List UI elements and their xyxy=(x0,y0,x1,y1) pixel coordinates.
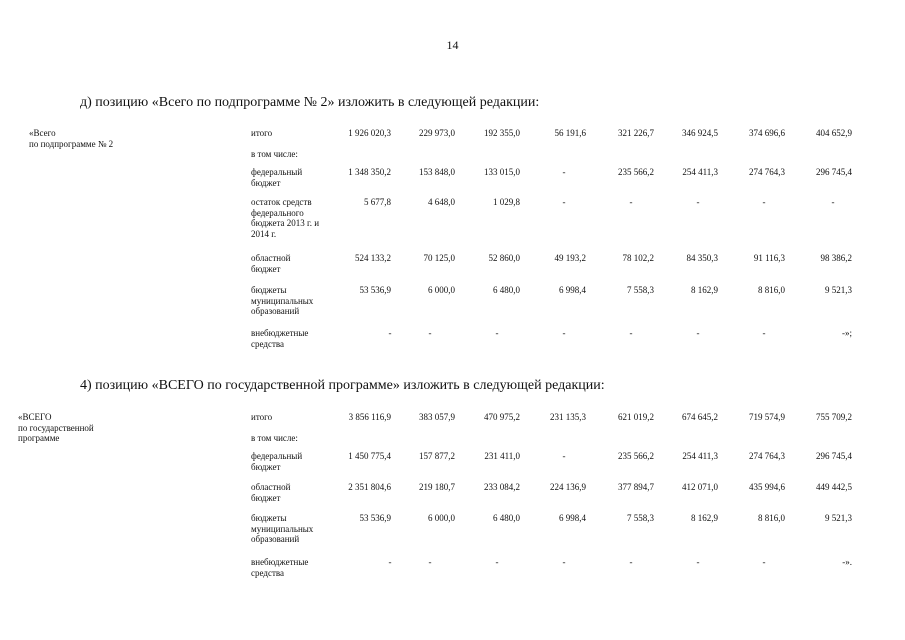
table-cell: 7 558,3 xyxy=(627,513,654,523)
table-cell: - xyxy=(762,328,766,338)
table-cell: 98 386,2 xyxy=(820,253,852,263)
table-cell: 49 193,2 xyxy=(554,253,586,263)
table-cell: - xyxy=(831,197,835,207)
table-cell: - xyxy=(562,557,566,567)
table-cell: 52 860,0 xyxy=(488,253,520,263)
table-cell: 91 116,3 xyxy=(753,253,785,263)
row-label: областной бюджет xyxy=(251,482,291,503)
table-cell: 449 442,5 xyxy=(816,482,852,492)
section-d-title-line: «Всего xyxy=(29,128,56,138)
table-cell: 53 536,9 xyxy=(359,285,391,295)
row-label: итого xyxy=(251,128,273,138)
table-cell: 231 411,0 xyxy=(484,451,520,461)
row-label: в том числе: xyxy=(251,149,298,159)
table-cell: -»; xyxy=(842,328,852,338)
table-cell: - xyxy=(629,557,633,567)
table-cell: 719 574,9 xyxy=(749,412,785,422)
table-cell: 235 566,2 xyxy=(618,167,654,177)
table-cell: 8 162,9 xyxy=(691,285,718,295)
table-cell: - xyxy=(562,197,566,207)
table-cell: 374 696,6 xyxy=(749,128,785,138)
table-cell: 9 521,3 xyxy=(825,513,852,523)
table-cell: 9 521,3 xyxy=(825,285,852,295)
table-cell: 254 411,3 xyxy=(682,167,718,177)
table-cell: - xyxy=(696,557,700,567)
table-cell: 133 015,0 xyxy=(484,167,520,177)
row-label: федеральный бюджет xyxy=(251,167,303,188)
table-cell: 192 355,0 xyxy=(484,128,520,138)
table-cell: - xyxy=(696,197,700,207)
section-4-title-line: программе xyxy=(18,433,60,443)
page-number: 14 xyxy=(446,38,459,52)
table-cell: 153 848,0 xyxy=(419,167,455,177)
table-cell: 7 558,3 xyxy=(627,285,654,295)
table-cell: 1 926 020,3 xyxy=(348,128,391,138)
section-d-title-line: по подпрограмме № 2 xyxy=(29,138,114,149)
row-label: в том числе: xyxy=(251,433,298,443)
table-cell: 1 450 775,4 xyxy=(348,451,391,461)
table-cell: - xyxy=(428,557,432,567)
table-cell: 274 764,3 xyxy=(749,167,785,177)
table-cell: 674 645,2 xyxy=(682,412,718,422)
table-cell: 6 480,0 xyxy=(493,285,520,295)
table-cell: 524 133,2 xyxy=(355,253,391,263)
table-cell: 78 102,2 xyxy=(622,253,654,263)
table-cell: -». xyxy=(842,557,852,567)
table-cell: 3 856 116,9 xyxy=(348,412,391,422)
row-label: остаток средств федерального бюджета 2013 г. и 2014 г. xyxy=(251,197,320,239)
table-cell: 6 480,0 xyxy=(493,513,520,523)
table-cell: 8 816,0 xyxy=(758,285,785,295)
table-cell: 1 348 350,2 xyxy=(348,167,391,177)
table-cell: 235 566,2 xyxy=(618,451,654,461)
table-cell: 70 125,0 xyxy=(423,253,455,263)
table-cell: 1 029,8 xyxy=(493,197,520,207)
row-label: федеральный бюджет xyxy=(251,451,303,472)
table-cell: - xyxy=(562,167,566,177)
table-cell: 6 000,0 xyxy=(428,285,455,295)
table-cell: - xyxy=(388,328,392,338)
row-label: внебюджетные средства xyxy=(251,557,309,578)
row-label: бюджеты муниципальных образований xyxy=(251,285,314,316)
table-cell: 53 536,9 xyxy=(359,513,391,523)
table-cell: 274 764,3 xyxy=(749,451,785,461)
table-cell: 346 924,5 xyxy=(682,128,718,138)
section-4-title xyxy=(18,412,94,444)
table-cell: - xyxy=(696,328,700,338)
table-cell: 8 816,0 xyxy=(758,513,785,523)
table-cell: 6 000,0 xyxy=(428,513,455,523)
table-cell: 254 411,3 xyxy=(682,451,718,461)
table-cell: - xyxy=(562,328,566,338)
table-cell: 157 877,2 xyxy=(419,451,455,461)
table-cell: 383 057,9 xyxy=(419,412,455,422)
table-cell: 4 648,0 xyxy=(428,197,455,207)
table-cell: - xyxy=(562,451,566,461)
table-cell: 435 994,6 xyxy=(749,482,785,492)
table-cell: 470 975,2 xyxy=(484,412,520,422)
table-cell: 621 019,2 xyxy=(618,412,654,422)
table-cell: - xyxy=(629,197,633,207)
row-label: бюджеты муниципальных образований xyxy=(251,513,314,544)
table-cell: 5 677,8 xyxy=(364,197,391,207)
table-cell: 321 226,7 xyxy=(618,128,654,138)
table-cell: - xyxy=(388,557,392,567)
section-4-title-line: «ВСЕГО xyxy=(18,412,52,422)
row-label: областной бюджет xyxy=(251,253,291,274)
table-cell: 6 998,4 xyxy=(559,513,586,523)
section-4-heading: 4) позицию «ВСЕГО по государственной программе» изложить в следующей редакции: xyxy=(80,378,605,393)
table-cell: 8 162,9 xyxy=(691,513,718,523)
table-cell: - xyxy=(762,197,766,207)
table-cell: 229 973,0 xyxy=(419,128,455,138)
section-4-title-line: по государственной xyxy=(18,422,94,433)
table-cell: 2 351 804,6 xyxy=(348,482,391,492)
table-cell: 377 894,7 xyxy=(618,482,654,492)
table-cell: 219 180,7 xyxy=(419,482,455,492)
table-cell: 296 745,4 xyxy=(816,167,852,177)
table-cell: - xyxy=(629,328,633,338)
table-cell: 6 998,4 xyxy=(559,285,586,295)
table-cell: 296 745,4 xyxy=(816,451,852,461)
table-cell: 233 084,2 xyxy=(484,482,520,492)
table-cell: - xyxy=(762,557,766,567)
table-cell: 412 071,0 xyxy=(682,482,718,492)
section-d-heading: д) позицию «Всего по подпрограмме № 2» изложить в следующей редакции: xyxy=(80,95,540,110)
table-cell: 404 652,9 xyxy=(816,128,852,138)
table-cell: 755 709,2 xyxy=(816,412,852,422)
table-cell: 224 136,9 xyxy=(550,482,586,492)
table-cell: 84 350,3 xyxy=(686,253,718,263)
section-d-title xyxy=(29,128,113,149)
table-cell: - xyxy=(495,328,499,338)
table-cell: 56 191,6 xyxy=(554,128,586,138)
table-cell: - xyxy=(428,328,432,338)
row-label: внебюджетные средства xyxy=(251,328,309,349)
table-cell: 231 135,3 xyxy=(550,412,586,422)
row-label: итого xyxy=(251,412,273,422)
table-cell: - xyxy=(495,557,499,567)
